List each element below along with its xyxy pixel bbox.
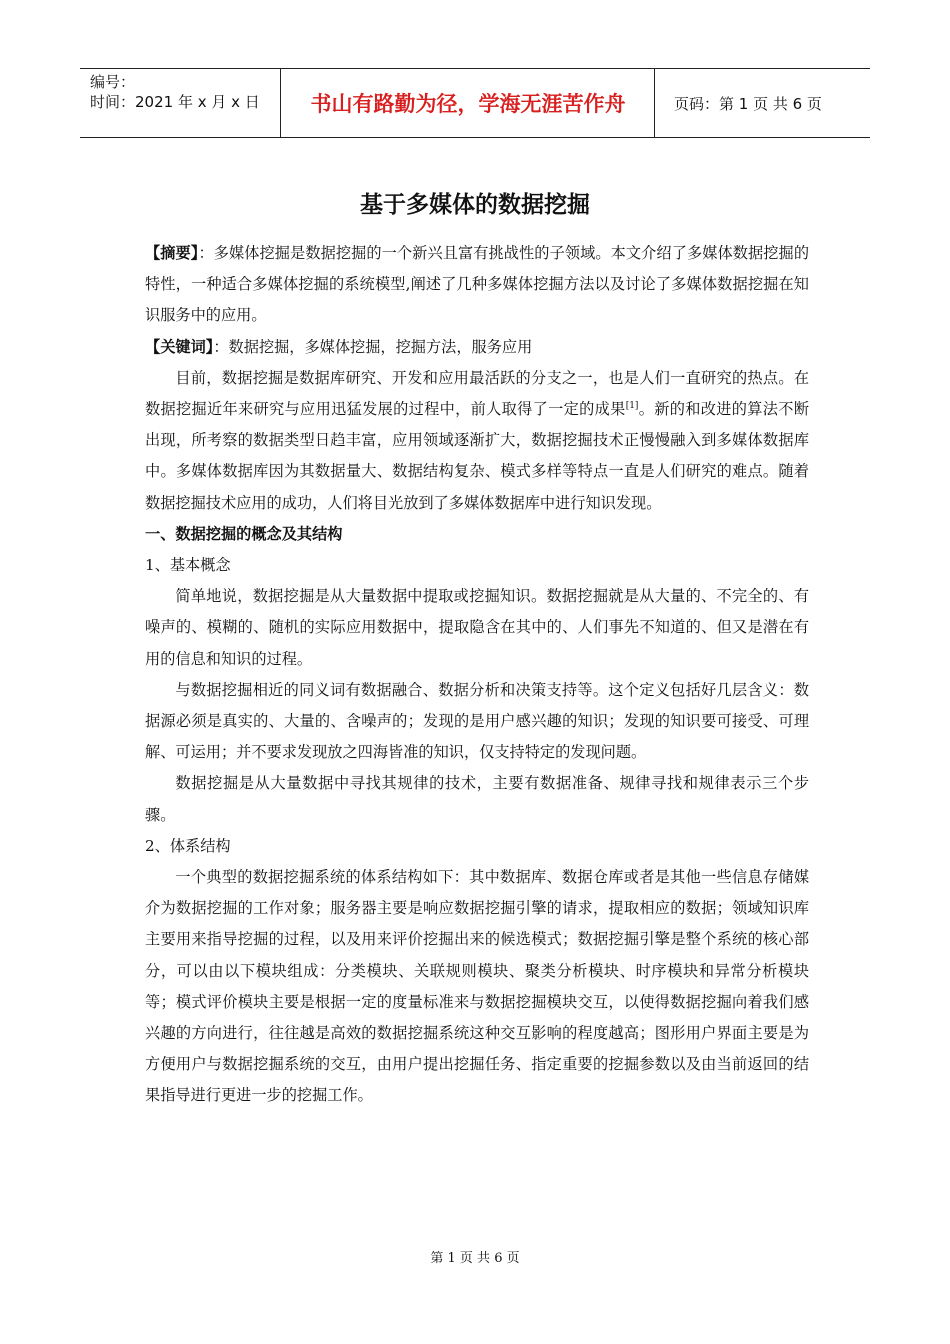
abstract-paragraph [145,238,809,332]
keywords-text: ：数据挖掘，多媒体挖掘，挖掘方法，服务应用 [213,337,533,356]
page-footer: 第 1 页 共 6 页 [430,1251,520,1266]
paragraph-steps: 数据挖掘是从大量数据中寻找其规律的技术，主要有数据准备、规律寻找和规律表示三个步骤。 [145,774,809,824]
document-date: 时间：2021 年 x 月 x 日 [90,93,260,111]
subsection-heading-basic-concept: 1、基本概念 [145,556,231,575]
keywords-label: 【关键词】 [145,337,214,356]
header-page-info [664,69,870,137]
paragraph-definition: 简单地说，数据挖掘是从大量数据中提取或挖掘知识。数据挖掘就是从大量的、不完全的、有噪声的、模糊的、随机的实际应用数据中，提取隐含在其中的、人们事先不知道的、但又是潜在有用的信息和知识的过程。 [145,587,809,668]
abstract-label: 【摘要】 [145,244,199,262]
paragraph-architecture: 一个典型的数据挖掘系统的体系结构如下：其中数据库、数据仓库或者是其他一些信息存储媒介为数据挖掘的工作对象；服务器主要是响应数据挖掘引擎的请求，提取相应的数据；领域知识库主要用来指导挖掘的过程，以及用来评价挖掘出来的候选模式；数据挖掘引擎是整个系统的核心部分，可以由以下模块组成：分类模块、关联规则模块、聚类分析模块、时序模块和异常分析模块等；模式评价模块主要是根据一定的度量标准来与数据挖掘模块交互，以使得数据挖掘向着我们感兴趣的方向进行，往往越是高效的数据挖掘系统这种交互影响的程度越高；图形用户界面主要是为方便用户与数据挖掘系统的交互，由用户提出挖掘任务、指定重要的挖掘参数以及由当前返回的结果指导进行更进一步的挖掘工作。 [145,868,809,1105]
document-title: 基于多媒体的数据挖掘 [360,192,590,218]
page-info-text: 页码：第 1 页 共 6 页 [674,94,822,113]
abstract-text: ：多媒体挖掘是数据挖掘的一个新兴且富有挑战性的子领域。本文介绍了多媒体数据挖掘的特性，一种适合多媒体挖掘的系统模型,阐述了几种多媒体挖掘方法以及讨论了多媒体数据挖掘在知识服务中的应用。 [145,244,810,325]
header-meta-cell [80,69,280,137]
intro-text: 目前，数据挖掘是数据库研究、开发和应用最活跃的分支之一，也是人们一直研究的热点。在数据挖掘近年来研究与应用迅猛发展的过程中，前人取得了一定的成果 [145,368,809,419]
intro-text-continued: 。新的和改进的算法不断出现，所考察的数据类型日趋丰富，应用领域逐渐扩大，数据挖掘技术正慢慢融入到多媒体数据库中。多媒体数据库因为其数据量大、数据结构复杂、模式多样等特点一直是人们研究的难点。随着数据挖掘技术应用的成功，人们将目光放到了多媒体数据库中进行知识发现。 [145,400,810,512]
subsection-heading-architecture: 2、体系结构 [145,836,231,855]
citation-ref: [1] [625,400,639,411]
header-divider [280,69,281,137]
header-divider [654,69,655,137]
keywords-paragraph [145,332,809,363]
intro-paragraph [145,363,809,519]
document-header [80,68,870,138]
document-number-label: 编号： [90,73,136,91]
header-motto: 书山有路勤为径，学海无涯苦作舟 [310,92,626,116]
section-heading: 一、数据挖掘的概念及其结构 [145,524,343,543]
document-body [145,238,809,1112]
paragraph-synonyms: 与数据挖掘相近的同义词有数据融合、数据分析和决策支持等。这个定义包括好几层含义：数据源必须是真实的、大量的、含噪声的；发现的是用户感兴趣的知识；发现的知识要可接受、可理解、可运用；并不要求发现放之四海皆准的知识，仅支持特定的发现问题。 [145,680,809,762]
